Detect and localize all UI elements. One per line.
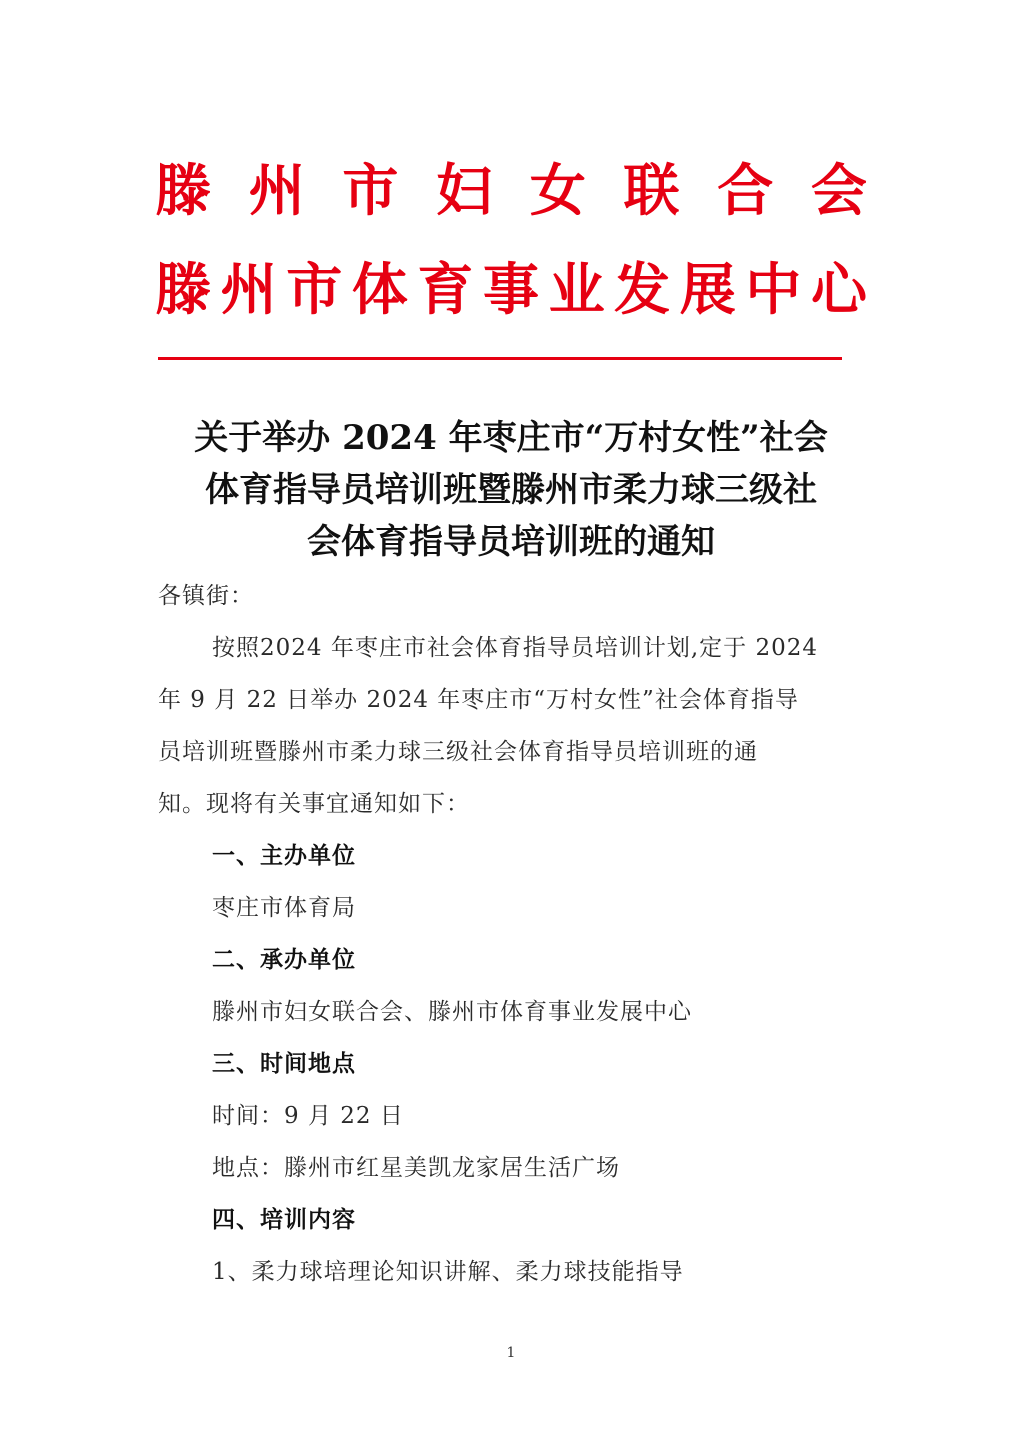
letterhead-char: 滕 (155, 158, 211, 224)
section-text-time: 时间：9 月 22 日 (212, 1103, 404, 1129)
letterhead-char: 滕 (155, 257, 211, 323)
section-text-organizer: 枣庄市体育局 (212, 895, 356, 921)
letterhead-char: 会 (810, 158, 867, 224)
letterhead-char: 心 (810, 257, 867, 323)
section-heading-host: 二、承办单位 (212, 946, 356, 973)
letterhead-char: 州 (220, 257, 277, 323)
letterhead-char: 发 (614, 257, 671, 323)
letterhead-char: 业 (548, 257, 605, 323)
letterhead-char: 女 (529, 158, 586, 224)
letterhead-char: 合 (717, 158, 774, 224)
intro-line: 员培训班暨滕州市柔力球三级社会体育指导员培训班的通 (158, 739, 758, 765)
letterhead-char: 体 (351, 257, 408, 323)
letterhead-char: 展 (679, 257, 736, 323)
intro-line: 知。现将有关事宜通知如下： (158, 791, 470, 817)
letterhead-char: 市 (342, 158, 399, 224)
letterhead-char: 中 (745, 257, 802, 323)
page-number: 1 (506, 1345, 516, 1361)
section-text-place: 地点：滕州市红星美凯龙家居生活广场 (212, 1155, 620, 1181)
intro-line: 年 9 月 22 日举办 2024 年枣庄市“万村女性”社会体育指导 (158, 687, 799, 713)
salutation: 各镇街： (158, 583, 254, 609)
section-heading-organizer: 一、主办单位 (212, 842, 356, 869)
title-line: 关于举办 2024 年枣庄市“万村女性”社会 (194, 418, 828, 458)
document-body (158, 0, 870, 1446)
letterhead-char: 市 (286, 257, 343, 323)
section-heading-time-place: 三、时间地点 (212, 1050, 356, 1077)
letterhead-char: 事 (482, 257, 539, 323)
section-text-content-item: 1、柔力球培理论知识讲解、柔力球技能指导 (212, 1259, 684, 1285)
title-line: 会体育指导员培训班的通知 (307, 522, 715, 562)
letterhead-char: 妇 (436, 158, 493, 224)
section-heading-content: 四、培训内容 (212, 1206, 356, 1233)
section-text-host: 滕州市妇女联合会、滕州市体育事业发展中心 (212, 999, 692, 1025)
title-line: 体育指导员培训班暨滕州市柔力球三级社 (205, 470, 817, 510)
letterhead-char: 州 (248, 158, 305, 224)
letterhead-char: 联 (623, 158, 680, 224)
intro-line: 按照2024 年枣庄市社会体育指导员培训计划,定于 2024 (212, 635, 818, 661)
letterhead-char: 育 (417, 257, 474, 323)
